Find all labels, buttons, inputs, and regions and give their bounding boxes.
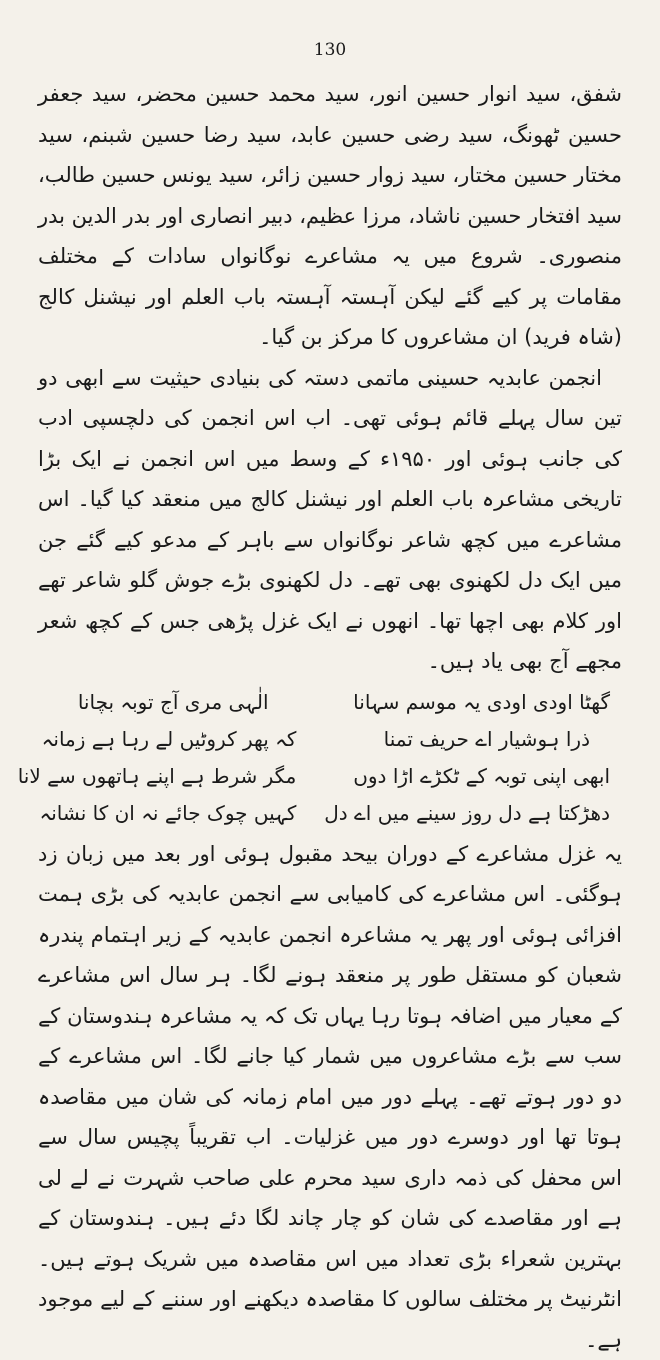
- couplet: [50, 795, 610, 832]
- hemistich-second: مگر شرط ہے اپنے ہاتھوں سے لانا: [50, 758, 296, 795]
- couplet: [50, 684, 610, 721]
- couplet: [50, 758, 610, 795]
- hemistich-second: الٰہی مری آج توبہ بچانا: [50, 684, 296, 721]
- paragraph-anjuman: انجمن عابدیہ حسینی ماتمی دستہ کی بنیادی حیثیت سے ابھی دو تین سال پہلے قائم ہوئی تھی۔ اب اس انجمن کی دلچسپی ادب کی جانب ہوئی اور ۱۹۵۰ء کے وسط میں اس انجمن نے ایک بڑا تاریخی مشاعرہ باب العلم اور نیشنل کالج میں منعقد کیا گیا۔ اس مشاعرے میں کچھ شاعر نوگانواں سے باہر کے مدعو کیے گئے جن میں ایک دل لکھنوی بھی تھے۔ دل لکھنوی بڑے جوش گلو شاعر تھے اور کلام بھی اچھا تھا۔ انھوں نے ایک غزل پڑھی جس کے کچھ شعر مجھے آج بھی یاد ہیں۔: [38, 358, 622, 682]
- paragraph-mushaira-history: یہ غزل مشاعرے کے دوران بیحد مقبول ہوئی اور بعد میں زبان زد ہوگئی۔ اس مشاعرے کی کامیابی سے انجمن عابدیہ کی بڑی ہمت افزائی ہوئی اور پھر یہ مشاعرہ انجمن عابدیہ کے زیر اہتمام پندرہ شعبان کو مستقل طور پر منعقد ہونے لگا۔ ہر سال اس مشاعرے کے معیار میں اضافہ ہوتا رہا یہاں تک کہ یہ مشاعرہ ہندوستان کے سب سے بڑے مشاعروں میں شمار کیا جانے لگا۔ اس مشاعرے کے دو دور ہوتے تھے۔ پہلے دور میں امام زمانہ کی شان میں مقاصدہ ہوتا تھا اور دوسرے دور میں غزلیات۔ اب تقریباً پچیس سال سے اس محفل کی ذمہ داری سید محرم علی صاحب شہرت نے لے لی ہے اور مقاصدے کی شان کو چار چاند لگا دئے ہیں۔ ہندوستان کے بہترین شعراء بڑی تعداد میں اس مقاصدہ میں شریک ہوتے ہیں۔ انٹرنیٹ پر مختلف سالوں کا مقاصدہ دیکھنے اور سننے کے لیے موجود ہے۔: [38, 834, 622, 1360]
- hemistich-first: ابھی اپنی توبہ کے ٹکڑے اڑا دوں: [364, 758, 610, 795]
- page-number: 130: [38, 40, 622, 60]
- hemistich-first: گھٹا اودی اودی یہ موسم سہانا: [364, 684, 610, 721]
- ghazal-verses: [38, 684, 622, 832]
- hemistich-second: کہیں چوک جائے نہ ان کا نشانہ: [50, 795, 296, 832]
- couplet: [50, 721, 610, 758]
- page-body: [38, 74, 622, 1360]
- hemistich-first: دھڑکتا ہے دل روز سینے میں اے دل: [364, 795, 610, 832]
- hemistich-first: ذرا ہوشیار اے حریف تمنا: [364, 721, 610, 758]
- hemistich-second: کہ پھر کروٹیں لے رہا ہے زمانہ: [50, 721, 296, 758]
- paragraph-intro: شفق، سید انوار حسین انور، سید محمد حسین محضر، سید جعفر حسین ٹھونگ، سید رضی حسین عابد، سید رضا حسین شبنم، سید مختار حسین مختار، سید زوار حسین زائر، سید یونس حسین طالب، سید افتخار حسین ناشاد، مرزا عظیم، دبیر انصاری اور بدر الدین بدر منصوری۔ شروع میں یہ مشاعرے نوگانواں سادات کے مختلف مقامات پر کیے گئے لیکن آہستہ آہستہ باب العلم اور نیشنل کالج (شاہ فرید) ان مشاعروں کا مرکز بن گیا۔: [38, 74, 622, 358]
